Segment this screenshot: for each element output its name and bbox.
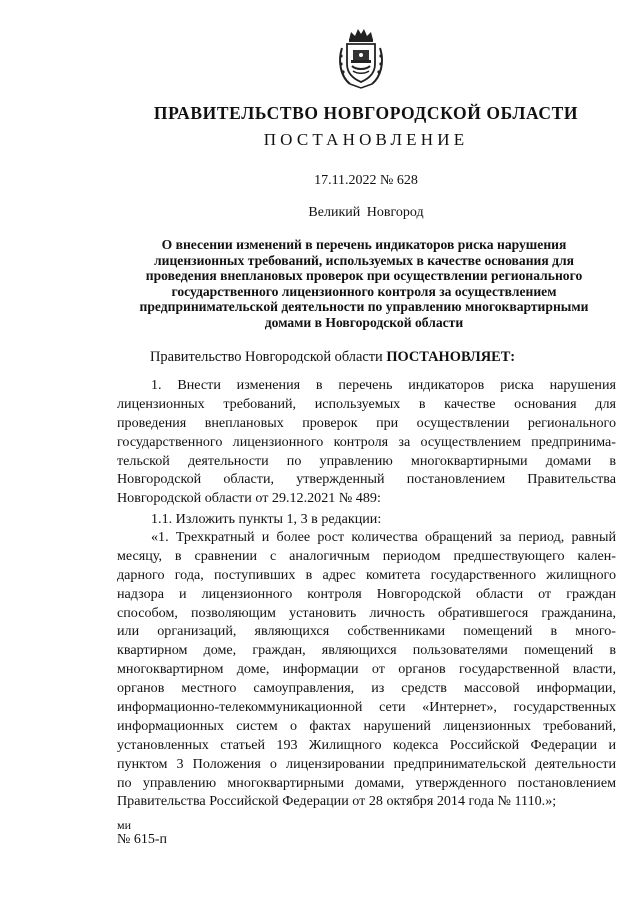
text-line: «1. Трехкратный и более рост количества обращений за период, равный	[151, 529, 616, 545]
text-line: пунктом 3 Положения о лицензировании предпринимательской деятельности	[117, 755, 616, 772]
text-line: или организаций, являющихся собственниками помещений в много-	[117, 623, 616, 640]
text-line: 1. Внести изменения в перечень индикаторов риска нарушения	[151, 377, 616, 393]
subject-line: лицензионных требований, используемых в качестве основания для	[154, 252, 574, 268]
coat-of-arms-icon	[336, 26, 386, 90]
paragraph-1-1	[117, 510, 616, 529]
text-line: Правительства Российской Федерации от 28 октября 2014 года № 1110.»;	[117, 793, 557, 810]
text-line: по управлению многоквартирными домами, утвержденного постановлением	[117, 774, 616, 791]
text-line: проведения внеплановых проверок при осуществлении регионального	[117, 414, 616, 431]
text-line: лицензионных требований, используемых в качестве основания для	[117, 395, 616, 412]
document-type: ПОСТАНОВЛЕНИЕ	[263, 130, 469, 149]
subject-line: домами в Новгородской области	[264, 314, 464, 330]
text-line: надзора и лицензионного контроля Новгородской области от граждан	[117, 585, 616, 602]
text-line: многоквартирном доме, информации от органов государственной власти,	[117, 661, 616, 678]
government-title: ПРАВИТЕЛЬСТВО НОВГОРОДСКОЙ ОБЛАСТИ	[153, 103, 579, 123]
subject-line: проведения внеплановых проверок при осуществлении регионального	[145, 268, 583, 283]
text-line: тельской деятельности по управлению многоквартирными домами в	[117, 452, 616, 469]
subject-line: государственного лицензионного контроля за осуществлением	[171, 283, 557, 299]
text-line: способом, позволяющим установить личность обратившегося гражданина,	[117, 604, 616, 621]
text-line: 1.1. Изложить пункты 1, 3 в редакции:	[151, 511, 382, 527]
text-line: месяцу, в сравнении с аналогичным периодом предшествующего кален-	[117, 547, 616, 564]
decree-statement	[150, 349, 515, 366]
text-line: Новгородской области, утвержденный постановлением Правительства	[117, 471, 616, 488]
text-line: дарного года, поступивших в адрес комитета государственного жилищного	[117, 566, 616, 583]
footer-initials: ми	[117, 818, 132, 832]
paragraph-1	[117, 376, 616, 508]
text-line: информационно-телекоммуникационной сети «Интернет», государственных	[117, 699, 616, 716]
subject-line: предпринимательской деятельности по управлению многоквартирными	[139, 299, 589, 314]
document-subject	[110, 237, 618, 330]
text-line: государственного лицензионного контроля за осуществлением предпринима-	[117, 433, 616, 450]
quoted-item-1	[117, 528, 616, 811]
city-name: Великий Новгород	[308, 205, 424, 220]
decree-lead: Правительство Новгородской области	[150, 349, 387, 365]
decree-keyword: ПОСТАНОВЛЯЕТ:	[386, 349, 516, 365]
text-line: органов местного самоуправления, из средств массовой информации,	[117, 680, 616, 697]
subject-line: О внесении изменений в перечень индикаторов риска нарушения	[161, 237, 567, 252]
text-line: квартирном доме, граждан, являющихся пользователями помещений в	[117, 642, 616, 659]
text-line: информационных систем о фактах нарушений лицензионных требований,	[117, 717, 616, 734]
text-line: Новгородской области от 29.12.2021 № 489:	[117, 490, 381, 507]
date-and-number: 17.11.2022 № 628	[314, 173, 418, 188]
footer-reference-number: № 615-п	[117, 832, 168, 847]
text-line: установленных статьей 193 Жилищного кодекса Российской Федерации и	[117, 736, 616, 753]
